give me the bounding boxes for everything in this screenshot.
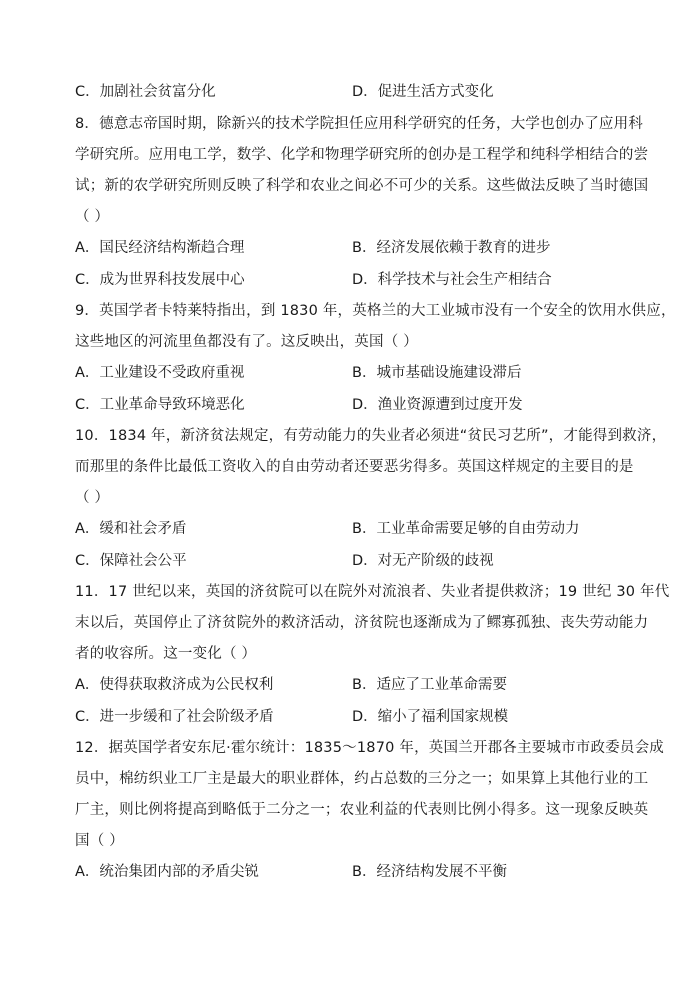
q10-option-c: C．保障社会公平 [75,553,187,569]
q8-option-a: A．国民经济结构渐趋合理 [75,240,245,256]
q8-stem-line-1: 8．德意志帝国时期，除新兴的技术学院担任应用科学研究的任务，大学也创办了应用科 [75,116,644,132]
q8-stem-line-4: （ ） [75,209,110,225]
q11-stem-line-3: 者的收容所。这一变化（ ） [75,646,257,662]
q10-option-d: D．对无产阶级的歧视 [352,553,494,569]
q10-stem-line-1: 10．1834 年，新济贫法规定，有劳动能力的失业者必须进“贫民习艺所”，才能得到救济， [75,428,667,444]
q12-stem-line-1: 12．据英国学者安东尼·霍尔统计：1835～1870 年，英国兰开郡各主要城市市政委员会成 [75,740,664,756]
q9-stem-line-1: 9．英国学者卡特莱特指出，到 1830 年，英格兰的大工业城市没有一个安全的饮用水供应， [75,303,676,319]
q7-option-d: D．促进生活方式变化 [352,84,494,100]
q8-option-c: C．成为世界科技发展中心 [75,272,245,288]
q11-option-d: D．缩小了福利国家规模 [352,709,509,725]
q9-option-c: C．工业革命导致环境恶化 [75,397,245,413]
q9-option-b: B．城市基础设施建设滞后 [352,365,522,381]
q11-stem-line-2: 末以后，英国停止了济贫院外的救济活动，济贫院也逐渐成为了鳏寡孤独、丧失劳动能力 [75,615,649,631]
q12-stem-line-4: 国（ ） [75,833,124,849]
q11-stem-line-1: 11．17 世纪以来，英国的济贫院可以在院外对流浪者、失业者提供救济；19 世纪 30 年代 [75,584,670,600]
q10-option-b: B．工业革命需要足够的自由劳动力 [352,521,580,537]
q9-option-d: D．渔业资源遭到过度开发 [352,397,523,413]
q12-option-a: A．统治集团内部的矛盾尖锐 [75,864,259,880]
q12-option-b: B．经济结构发展不平衡 [352,864,507,880]
q9-stem-line-2: 这些地区的河流里鱼都没有了。这反映出，英国（ ） [75,334,418,350]
q7-option-c: C．加剧社会贫富分化 [75,84,216,100]
q10-stem-line-2: 而那里的条件比最低工资收入的自由劳动者还要恶劣得多。英国这样规定的主要目的是 [75,459,634,475]
q9-option-a: A．工业建设不受政府重视 [75,365,245,381]
q11-option-b: B．适应了工业革命需要 [352,677,507,693]
q11-option-a: A．使得获取救济成为公民权利 [75,677,274,693]
q10-option-a: A．缓和社会矛盾 [75,521,187,537]
q12-stem-line-3: 厂主，则比例将提高到略低于二分之一；农业利益的代表则比例小得多。这一现象反映英 [75,802,649,818]
q8-stem-line-3: 试；新的农学研究所则反映了科学和农业之间必不可少的关系。这些做法反映了当时德国 [75,178,649,194]
q11-option-c: C．进一步缓和了社会阶级矛盾 [75,709,274,725]
q12-stem-line-2: 员中，棉纺织业工厂主是最大的职业群体，约占总数的三分之一；如果算上其他行业的工 [75,771,649,787]
q10-stem-line-3: （ ） [75,490,110,506]
q8-stem-line-2: 学研究所。应用电工学，数学、化学和物理学研究所的创办是工程学和纯科学相结合的尝 [75,147,649,163]
q8-option-b: B．经济发展依赖于教育的进步 [352,240,551,256]
q8-option-d: D．科学技术与社会生产相结合 [352,272,552,288]
